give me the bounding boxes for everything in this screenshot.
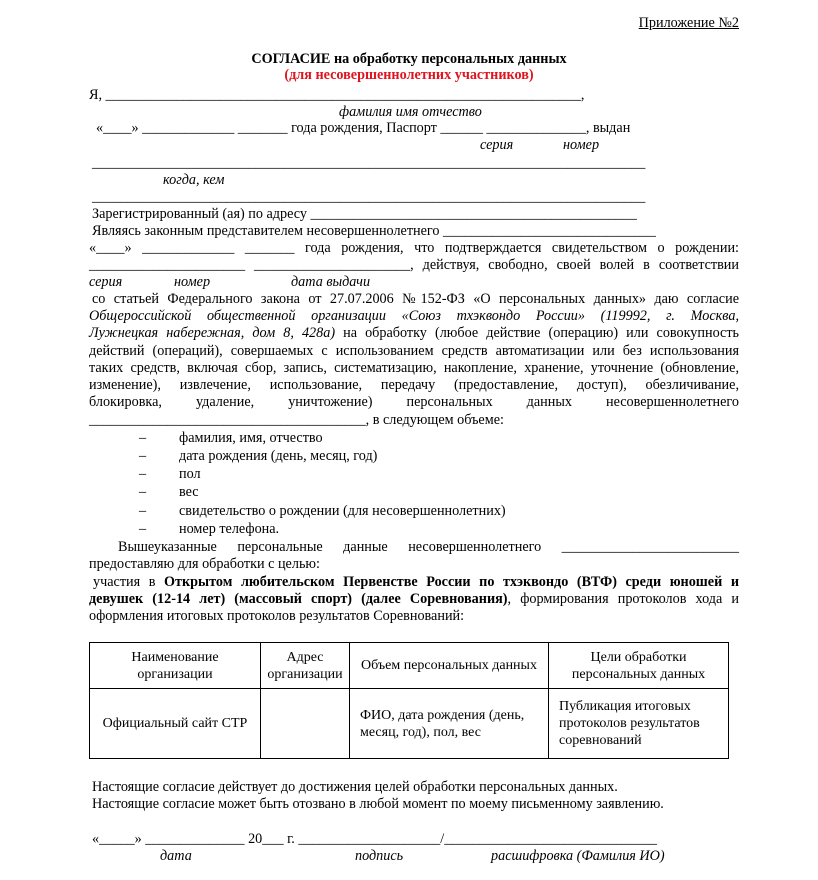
table-header-cell: Объем персональных данных xyxy=(350,643,549,689)
table-header-cell: Цели обработки персональных данных xyxy=(549,643,729,689)
label-fio: фамилия имя отчество xyxy=(339,104,482,120)
list-dash: – xyxy=(139,503,147,519)
list-item: пол xyxy=(179,466,201,482)
purpose-line-1: Вышеуказанные персональные данные несовершеннолетнего _________________________ xyxy=(118,539,739,555)
label-full-name: расшифровка (Фамилия ИО) xyxy=(491,848,665,864)
list-dash: – xyxy=(139,484,147,500)
label-number-2: номер xyxy=(174,274,211,290)
purpose-event-detail: девушек (12-14 лет) (массовый спорт) (далее Соревнования) xyxy=(89,591,508,607)
table-cell-scope: ФИО, дата рождения (день, месяц, год), пол, вес xyxy=(350,689,549,759)
validity-line-1: Настоящие согласие действует до достижения целей обработки персональных данных. xyxy=(92,779,618,795)
purpose-event-name: Открытом любительском Первенстве России по тхэквондо (ВТФ) среди юношей и xyxy=(163,574,739,590)
label-date: дата xyxy=(160,848,192,864)
line-child-birth: «____» _____________ _______ года рождения, что подтверждается свидетельством о рождении: xyxy=(89,240,739,256)
list-item: вес xyxy=(179,484,199,500)
label-issue-date: дата выдачи xyxy=(291,274,371,290)
body-line-2: Общероссийской общественной организации «Союз тхэквондо России» (119992, г. Москва, xyxy=(89,308,739,324)
list-item: дата рождения (день, месяц, год) xyxy=(179,448,378,464)
label-series-2: серия xyxy=(89,274,123,290)
line-certificate: ______________________ ______________________, действуя, свободно, своей волей в соответствии xyxy=(89,257,739,273)
list-dash: – xyxy=(139,466,147,482)
purpose-line-5: оформления итоговых протоколов результатов Соревнований: xyxy=(89,608,465,624)
line-ya: Я, ___________________________________________________________________, xyxy=(89,87,585,103)
blank-line-1: ______________________________________________________________________________ xyxy=(92,155,646,171)
line-registered: Зарегистрированный (ая) по адресу ______________________________________________ xyxy=(92,206,637,222)
label-when-who: когда, кем xyxy=(163,172,225,188)
label-series: серия xyxy=(480,137,514,153)
signature-line: «_____» ______________ 20___ г. ____________________/______________________________ xyxy=(92,831,658,847)
list-item: фамилия, имя, отчество xyxy=(179,430,323,446)
purpose-line-3 xyxy=(93,573,739,591)
label-signature: подпись xyxy=(355,848,404,864)
body-line-3-rest: на обработку (любое действие (операцию) или совокупность xyxy=(335,325,739,341)
purpose-line-4-rest: , формирования протоколов хода и xyxy=(507,591,739,607)
body-line-7: блокировка, удаление, уничтожение) персональных данных несовершеннолетнего xyxy=(89,394,739,410)
list-dash: – xyxy=(139,430,147,446)
line-representative: Являясь законным представителем несовершеннолетнего ______________________________ xyxy=(92,223,656,239)
list-item: свидетельство о рождении (для несовершеннолетних) xyxy=(179,503,506,519)
body-line-1: со статьей Федерального закона от 27.07.2006 №152-ФЗ «О персональных данных» даю согласие xyxy=(92,291,739,307)
list-dash: – xyxy=(139,448,147,464)
line-birth-passport: «____» _____________ _______ года рождения, Паспорт ______ ______________, выдан xyxy=(96,120,631,136)
body-line-6: изменение), извлечение, использование, передачу (предоставление, доступ), обезличивание, xyxy=(89,377,739,393)
table-header-row xyxy=(90,643,729,689)
body-address: Лужнецкая набережная, дом 8, 428а) xyxy=(89,325,336,341)
table-cell-organization: Официальный сайт СТР xyxy=(90,689,261,759)
purpose-line-4 xyxy=(89,590,739,608)
document-title: СОГЛАСИЕ на обработку персональных данных xyxy=(251,51,567,67)
body-line-4: действий (операций), совершаемых с использованием средств автоматизации или без использования xyxy=(89,343,739,359)
data-processing-table xyxy=(89,642,729,759)
appendix-label: Приложение №2 xyxy=(638,15,739,31)
body-line-8: _______________________________________, в следующем объеме: xyxy=(89,412,504,428)
table-cell-purpose: Публикация итоговых протоколов результатов соревнований xyxy=(549,689,729,759)
label-number: номер xyxy=(563,137,600,153)
document-subtitle: (для несовершеннолетних участников) xyxy=(284,67,534,83)
table-header-cell: Наименование организации xyxy=(90,643,261,689)
validity-line-2: Настоящие согласие может быть отозвано в любой момент по моему письменному заявлению. xyxy=(92,796,664,812)
body-line-3 xyxy=(89,324,739,342)
table-cell-address xyxy=(261,689,350,759)
table-row xyxy=(90,689,729,759)
list-item: номер телефона. xyxy=(179,521,280,537)
purpose-participation: участия в xyxy=(93,574,164,590)
body-line-5: таких средств, включая сбор, запись, систематизацию, накопление, хранение, уточнение (обновление, xyxy=(89,360,739,376)
purpose-line-2: предоставляю для обработки с целью: xyxy=(89,556,320,572)
table-header-cell: Адрес организации xyxy=(261,643,350,689)
blank-line-2: ______________________________________________________________________________ xyxy=(92,189,646,205)
list-dash: – xyxy=(139,521,147,537)
